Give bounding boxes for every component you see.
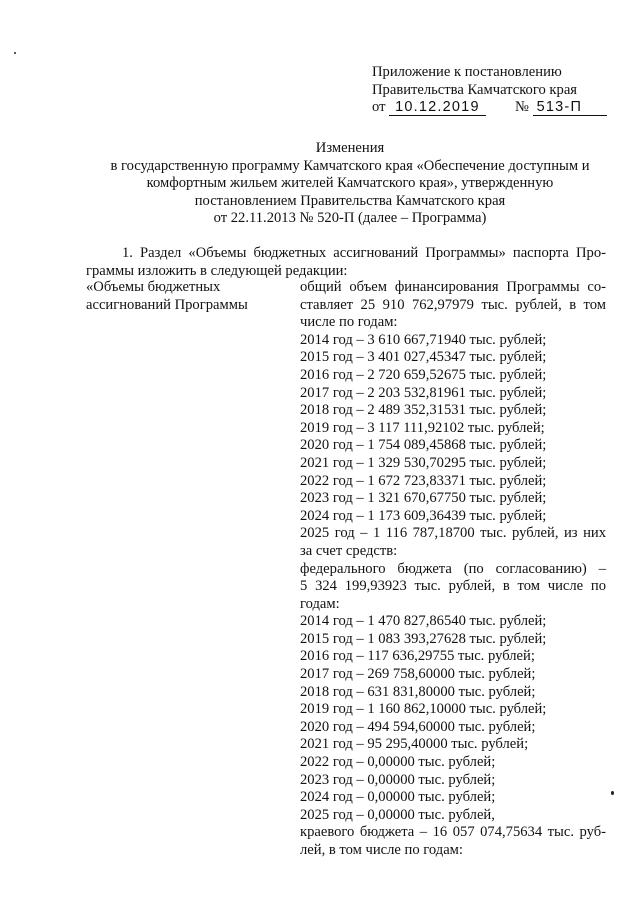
federal-by-year-list [300, 613, 606, 824]
appendix-date-line [372, 99, 622, 117]
federal-year-item: 2016 год – 117 636,29755 тыс. рублей; [300, 648, 535, 665]
section-label [86, 279, 286, 314]
federal-year-item: 2021 год – 95 295,40000 тыс. рублей; [300, 736, 529, 753]
total-year-item: 2015 год – 3 401 027,45347 тыс. рублей; [300, 349, 547, 366]
total-line-3: числе по годам: [300, 314, 398, 331]
document-title [60, 140, 640, 228]
total-line-2: ставляет 25 910 762,97979 тыс. рублей, в том [300, 296, 606, 313]
scan-speck [611, 791, 614, 795]
total-year-item: 2017 год – 2 203 532,81961 тыс. рублей; [300, 384, 547, 401]
intro-line-2: граммы изложить в следующей редакции: [86, 262, 348, 279]
scan-speck [14, 52, 16, 54]
title-line-4: постановлением Правительства Камчатского края [194, 192, 506, 209]
sources-line: за счет средств: [300, 542, 398, 559]
federal-year-item: 2017 год – 269 758,60000 тыс. рублей; [300, 666, 536, 683]
section-label-line-2: ассигнований Программы [86, 296, 248, 313]
federal-line-2: 5 324 199,93923 тыс. рублей, в том числе по [300, 578, 606, 595]
total-year-item: 2022 год – 1 672 723,83371 тыс. рублей; [300, 472, 547, 489]
total-year-item: 2020 год – 1 754 089,45868 тыс. рублей; [300, 437, 547, 454]
resolution-date: 10.12.2019 [389, 100, 486, 116]
federal-year-item: 2015 год – 1 083 393,27628 тыс. рублей; [300, 630, 547, 647]
federal-year-item: 2022 год – 0,00000 тыс. рублей; [300, 754, 496, 771]
federal-year-item: 2024 год – 0,00000 тыс. рублей; [300, 789, 496, 806]
number-prefix: № [515, 99, 529, 116]
appendix-line-1: Приложение к постановлению [372, 64, 562, 80]
total-year-item: 2023 год – 1 321 670,67750 тыс. рублей; [300, 490, 547, 507]
intro-line-1: 1. Раздел «Объемы бюджетных ассигнований Программы» паспорта Про- [122, 245, 606, 261]
federal-line-3: годам: [300, 595, 340, 612]
federal-year-item: 2019 год – 1 160 862,10000 тыс. рублей; [300, 701, 547, 718]
federal-year-item: 2014 год – 1 470 827,86540 тыс. рублей; [300, 613, 547, 630]
title-line-5: от 22.11.2013 № 520-П (далее – Программа) [213, 210, 487, 227]
federal-year-item: 2023 год – 0,00000 тыс. рублей; [300, 771, 496, 788]
total-year-item: 2025 год – 1 116 787,18700 тыс. рублей, из них [300, 525, 606, 542]
appendix-header [372, 64, 622, 117]
regional-line-1: краевого бюджета – 16 057 074,75634 тыс. руб- [300, 824, 606, 841]
financing-details [300, 279, 606, 860]
total-year-item: 2014 год – 3 610 667,71940 тыс. рублей; [300, 331, 547, 348]
total-year-item: 2016 год – 2 720 659,52675 тыс. рублей; [300, 366, 547, 383]
federal-year-item: 2025 год – 0,00000 тыс. рублей, [300, 806, 495, 823]
federal-line-1: федерального бюджета (по согласованию) – [300, 560, 606, 577]
federal-year-item: 2018 год – 631 831,80000 тыс. рублей; [300, 683, 536, 700]
regional-line-2: лей, в том числе по годам: [300, 842, 463, 858]
total-by-year-list [300, 332, 606, 543]
section-label-line-1: «Объемы бюджетных [86, 279, 221, 295]
appendix-line-2: Правительства Камчатского края [372, 81, 578, 98]
total-line-1: общий объем финансирования Программы со- [300, 279, 606, 295]
total-year-item: 2018 год – 2 489 352,31531 тыс. рублей; [300, 402, 547, 419]
intro-paragraph [86, 245, 606, 280]
resolution-number: 513-П [533, 100, 607, 116]
total-year-item: 2024 год – 1 173 609,36439 тыс. рублей; [300, 507, 547, 524]
title-line-2: в государственную программу Камчатского края «Обеспечение доступным и [110, 157, 590, 174]
title-line-3: комфортным жильем жителей Камчатского края», утвержденную [146, 175, 554, 192]
federal-year-item: 2020 год – 494 594,60000 тыс. рублей; [300, 718, 536, 735]
title-line-1: Изменения [315, 140, 385, 156]
total-year-item: 2019 год – 3 117 111,92102 тыс. рублей; [300, 419, 545, 436]
total-year-item: 2021 год – 1 329 530,70295 тыс. рублей; [300, 454, 547, 471]
date-prefix: от [372, 99, 386, 116]
